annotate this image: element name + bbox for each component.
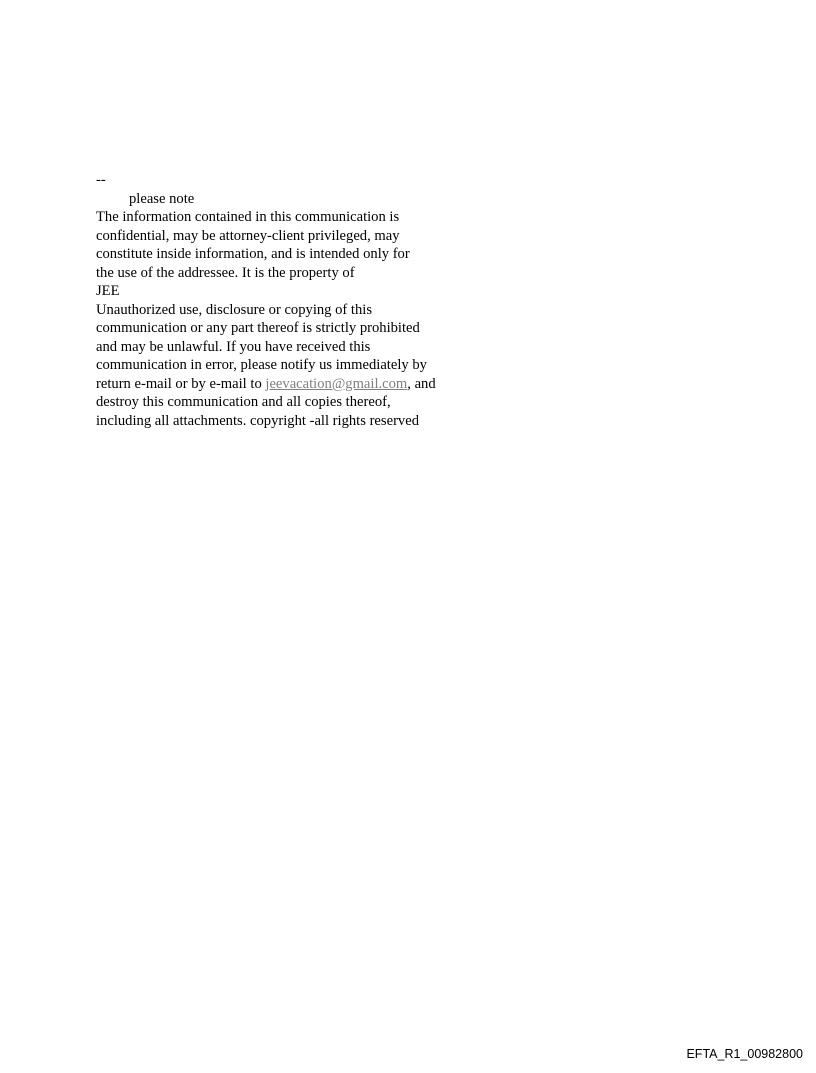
return-line-prefix: return e-mail or by e-mail to <box>96 375 266 392</box>
notice-return-line <box>96 375 476 394</box>
notice-line: JEE <box>96 283 120 299</box>
notice-line: communication or any part thereof is strictly prohibited <box>96 320 420 336</box>
notice-line: Unauthorized use, disclosure or copying of this <box>96 301 373 318</box>
notice-line: and may be unlawful. If you have received this <box>96 338 371 355</box>
notice-line: constitute inside information, and is intended only for <box>96 246 410 262</box>
email-link[interactable]: jeevacation@gmail.com <box>265 375 408 392</box>
notice-line: destroy this communication and all copies thereof, <box>96 394 391 410</box>
notice-line: The information contained in this communication is <box>96 209 400 225</box>
email-signature-block <box>96 171 476 430</box>
signature-separator: -- <box>96 172 106 188</box>
notice-line: including all attachments. copyright -all rights reserved <box>96 412 419 429</box>
document-id: EFTA_R1_00982800 <box>686 1047 803 1061</box>
notice-line: communication in error, please notify us immediately by <box>96 357 427 373</box>
return-line-suffix: , and <box>407 375 436 392</box>
notice-line: confidential, may be attorney-client privileged, may <box>96 227 400 244</box>
notice-line: the use of the addressee. It is the property of <box>96 264 355 281</box>
notice-heading: please note <box>129 190 195 207</box>
